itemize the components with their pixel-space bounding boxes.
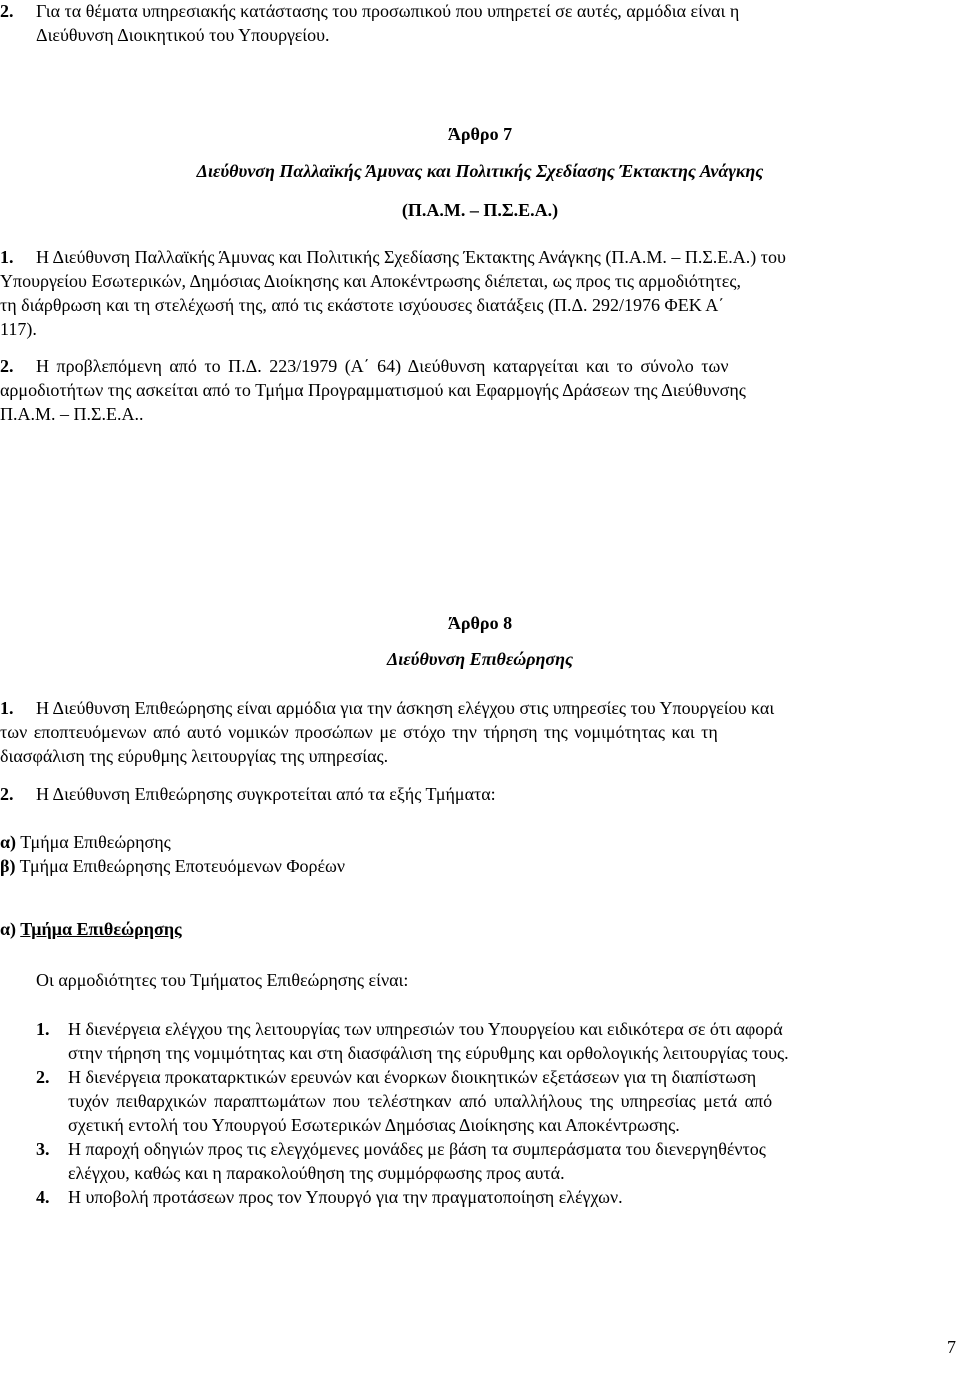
department-b — [0, 855, 345, 877]
item-2-line-2: τυχόν πειθαρχικών παραπτωμάτων που τελέστηκαν από υπαλλήλους της υπηρεσίας μετά από — [68, 1091, 773, 1111]
item-1-line-1: Η διενέργεια ελέγχου της λειτουργίας των υπηρεσιών του Υπουργείου και ειδικότερα σε ότι αφορά — [68, 1019, 783, 1039]
item-2-line-1: Η διενέργεια προκαταρκτικών ερευνών και ένορκων διοικητικών εξετάσεων για τη διαπίστωση — [68, 1067, 757, 1087]
department-a-letter: α) — [0, 832, 17, 852]
intro-line-2: Διεύθυνση Διοικητικού του Υπουργείου. — [36, 25, 330, 45]
item-4-number: 4. — [36, 1187, 50, 1207]
item-3-line-1: Η παροχή οδηγιών προς τις ελεγχόμενες μονάδες με βάση τα συμπεράσματα του διενεργηθέντος — [68, 1139, 766, 1159]
art8-para-1-number: 1. — [0, 698, 14, 718]
art8-para-1-line-1: Η Διεύθυνση Επιθεώρησης είναι αρμόδια για την άσκηση ελέγχου στις υπηρεσίες του Υπουργείου και — [36, 698, 775, 718]
article-7-heading-abbrev: (Π.Α.Μ. – Π.Σ.Ε.Α.) — [401, 200, 559, 220]
art8-para-1-line-3: διασφάλιση της εύρυθμης λειτουργίας της υπηρεσίας. — [0, 746, 389, 766]
item-2-line-3: σχετική εντολή του Υπουργού Εσωτερικών Δημόσιας Διοίκησης και Αποκέντρωσης. — [68, 1115, 680, 1135]
item-3-number: 3. — [36, 1139, 50, 1159]
art8-para-2-number: 2. — [0, 784, 14, 804]
art7-para-1-line-2: Υπουργείου Εσωτερικών, Δημόσιας Διοίκησης και Αποκέντρωσης διέπεται, ως προς τις αρμοδιότητες, — [0, 271, 741, 291]
article-8-heading: Διεύθυνση Επιθεώρησης — [386, 649, 574, 669]
art7-para-2-line-1: Η προβλεπόμενη από το Π.Δ. 223/1979 (Α΄ 64) Διεύθυνση καταργείται και το σύνολο των — [36, 356, 729, 376]
competences-intro: Οι αρμοδιότητες του Τμήματος Επιθεώρησης είναι: — [36, 970, 409, 990]
department-a-name: Τμήμα Επιθεώρησης — [20, 832, 171, 852]
department-b-letter: β) — [0, 856, 16, 876]
art7-para-1-line-4: 117). — [0, 319, 37, 339]
item-1-line-2: στην τήρηση της νομιμότητας και στη διασφάλιση της εύρυθμης και ορθολογικής λειτουργίας τους. — [68, 1043, 789, 1063]
art7-para-2-line-2: αρμοδιοτήτων της ασκείται από το Τμήμα Προγραμματισμού και Εφαρμογής Δράσεων της Διεύθυνσης — [0, 380, 746, 400]
art8-para-2-line-1: Η Διεύθυνση Επιθεώρησης συγκροτείται από τα εξής Τμήματα: — [36, 784, 496, 804]
section-a-heading — [0, 918, 182, 940]
article-8-title: Άρθρο 8 — [447, 613, 513, 633]
art7-para-2-line-3: Π.Α.Μ. – Π.Σ.Ε.Α.. — [0, 404, 144, 424]
page-number: 7 — [947, 1337, 956, 1357]
art7-para-2-number: 2. — [0, 356, 14, 376]
art7-para-1-line-3: τη διάρθρωση και τη στελέχωσή της, από τις εκάστοτε ισχύουσες διατάξεις (Π.Δ. 292/1976 ΦΕΚ Α΄ — [0, 295, 725, 315]
department-b-name: Τμήμα Επιθεώρησης Εποτευόμενων Φορέων — [19, 856, 346, 876]
section-a-letter: α) — [0, 919, 17, 939]
art8-para-1-line-2: των εποπτευόμενων από αυτό νομικών προσώπων με στόχο την τήρηση της νομιμότητας και τη — [0, 722, 718, 742]
article-7-title: Άρθρο 7 — [447, 124, 513, 144]
art7-para-1-number: 1. — [0, 247, 14, 267]
section-a-title: Τμήμα Επιθεώρησης — [20, 919, 182, 939]
intro-number: 2. — [0, 1, 14, 21]
item-1-number: 1. — [36, 1019, 50, 1039]
article-7-heading: Διεύθυνση Παλλαϊκής Άμυνας και Πολιτικής Σχεδίασης Έκτακτης Ανάγκης — [196, 161, 764, 181]
art7-para-1-line-1: Η Διεύθυνση Παλλαϊκής Άμυνας και Πολιτικής Σχεδίασης Έκτακτης Ανάγκης (Π.Α.Μ. – Π.Σ.Ε.Α.) του — [36, 247, 786, 267]
item-3-line-2: ελέγχου, καθώς και η παρακολούθηση της συμμόρφωσης προς αυτά. — [68, 1163, 565, 1183]
item-4-line-1: Η υποβολή προτάσεων προς τον Υπουργό για την πραγματοποίηση ελέγχων. — [68, 1187, 623, 1207]
department-a — [0, 831, 171, 853]
intro-line-1: Για τα θέματα υπηρεσιακής κατάστασης του προσωπικού που υπηρετεί σε αυτές, αρμόδια είναι η — [36, 1, 740, 21]
item-2-number: 2. — [36, 1067, 50, 1087]
